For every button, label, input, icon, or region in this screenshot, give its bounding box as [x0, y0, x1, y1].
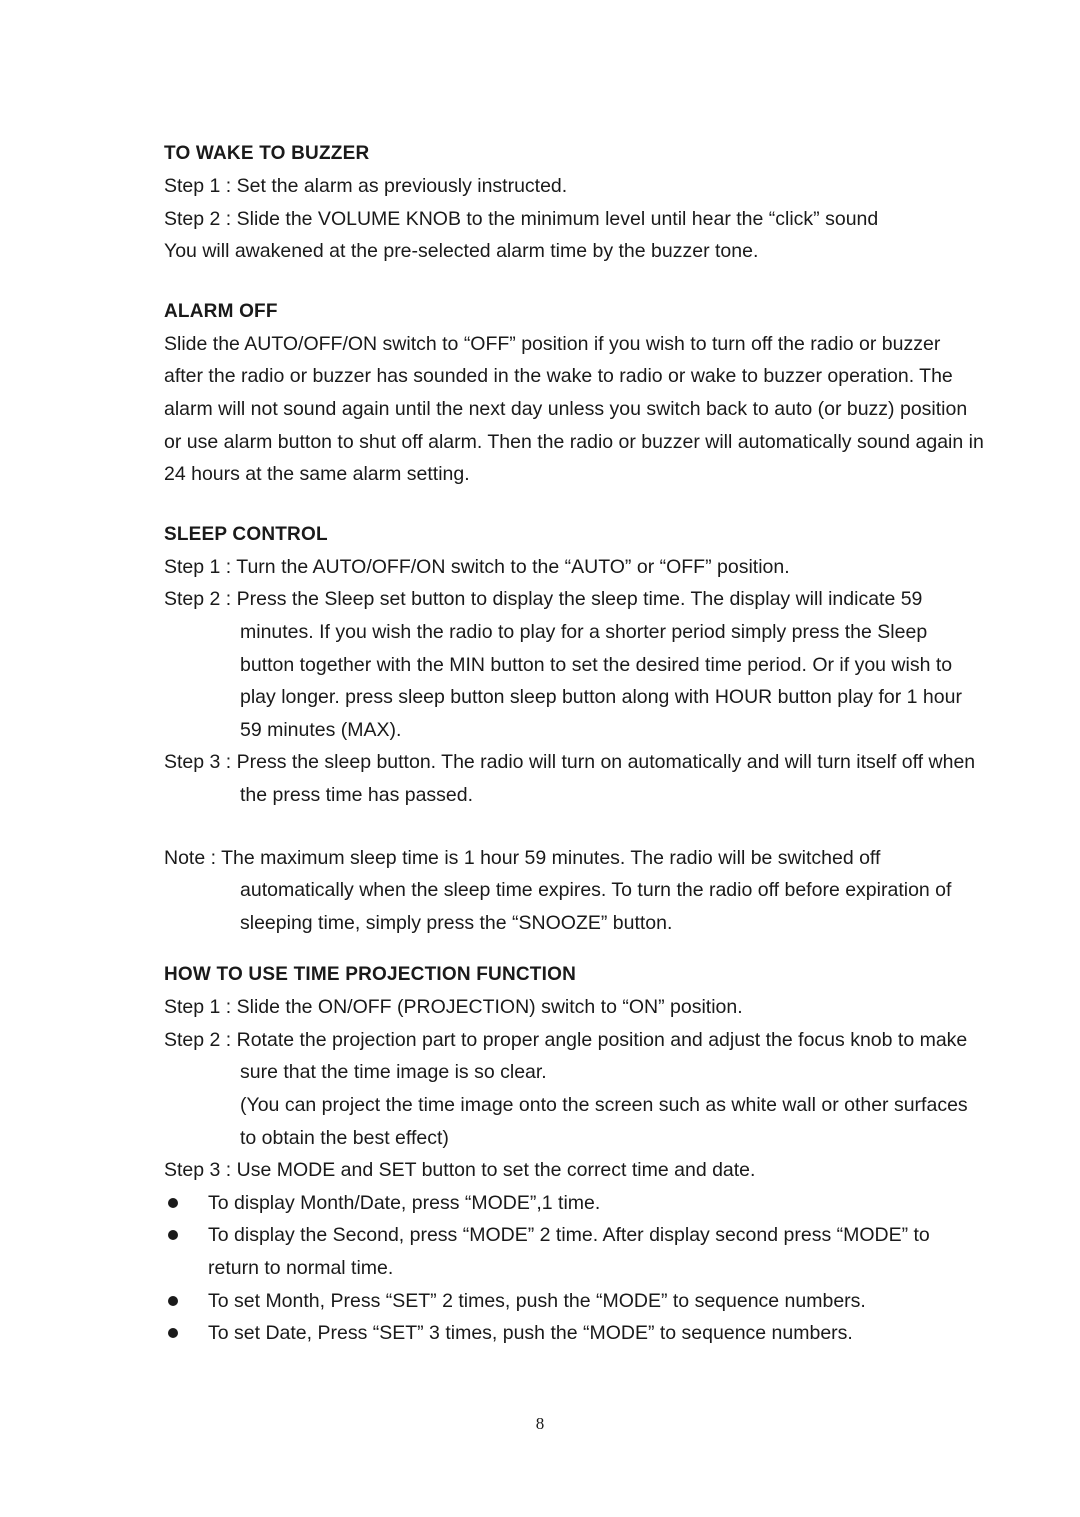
section-sleep-control — [164, 519, 984, 940]
bullet-icon — [168, 1296, 178, 1306]
section-time-projection — [164, 959, 984, 1350]
bullet-text: To set Month, Press “SET” 2 times, push the “MODE” to sequence numbers. — [208, 1289, 866, 1312]
projection-step-1: Step 1 : Slide the ON/OFF (PROJECTION) switch to “ON” position. — [164, 996, 743, 1019]
alarm-off-text: Slide the AUTO/OFF/ON switch to “OFF” position if you wish to turn off the radio or buzzer after the radio or buzzer has sounded in the wake to radio or wake to buzzer operation. The alarm will not sound again until the next day unless you switch back to auto (or buzz) position or use alarm button to shut off alarm. Then the radio or buzzer will automatically sound again in 24 hours at the same alarm setting. — [164, 332, 984, 486]
projection-bullet — [164, 1219, 984, 1284]
projection-bullet — [164, 1317, 984, 1350]
sleep-note: Note : The maximum sleep time is 1 hour 59 minutes. The radio will be switched off automatically when the sleep time expires. To turn the radio off before expiration of sleeping time, simply press the “SNOOZE” button. — [164, 846, 952, 934]
wake-buzzer-result: You will awakened at the pre-selected alarm time by the buzzer tone. — [164, 240, 759, 263]
heading-sleep-control: SLEEP CONTROL — [164, 523, 328, 545]
bullet-text: To display the Second, press “MODE” 2 time. After display second press “MODE” to return to normal time. — [208, 1224, 930, 1280]
projection-step-2-note: (You can project the time image onto the screen such as white wall or other surfaces to obtain the best effect) — [240, 1094, 968, 1149]
projection-bullet — [164, 1285, 984, 1318]
bullet-icon — [168, 1230, 178, 1240]
wake-buzzer-step-1: Step 1 : Set the alarm as previously instructed. — [164, 175, 568, 197]
page-content — [164, 138, 984, 1350]
projection-step-2: Step 2 : Rotate the projection part to proper angle position and adjust the focus knob to make sure that the time image is so clear. — [164, 1028, 968, 1084]
heading-wake-to-buzzer: TO WAKE TO BUZZER — [164, 143, 370, 164]
bullet-icon — [168, 1198, 178, 1208]
page-number: 8 — [535, 1414, 545, 1433]
sleep-step-3: Step 3 : Press the sleep button. The radio will turn on automatically and will turn itself off when the press time has passed. — [164, 751, 976, 806]
section-alarm-off — [164, 296, 984, 491]
heading-time-projection: HOW TO USE TIME PROJECTION FUNCTION — [164, 964, 576, 986]
section-wake-to-buzzer — [164, 138, 984, 268]
sleep-step-2: Step 2 : Press the Sleep set button to display the sleep time. The display will indicate 59 minutes. If you wish the radio to play for a shorter period simply press the Sleep button together with the MIN button to set the desired time period. Or if you wish to play longer. press sleep button sleep button along with HOUR button play for 1 hour 59 minutes (MAX). — [164, 588, 962, 741]
bullet-icon — [168, 1328, 178, 1338]
bullet-text: To set Date, Press “SET” 3 times, push the “MODE” to sequence numbers. — [208, 1322, 853, 1345]
bullet-text: To display Month/Date, press “MODE”,1 time. — [208, 1191, 601, 1214]
projection-bullet — [164, 1187, 984, 1220]
sleep-step-1: Step 1 : Turn the AUTO/OFF/ON switch to the “AUTO” or “OFF” position. — [164, 555, 790, 578]
heading-alarm-off: ALARM OFF — [164, 300, 278, 322]
projection-step-3: Step 3 : Use MODE and SET button to set the correct time and date. — [164, 1159, 756, 1182]
wake-buzzer-step-2: Step 2 : Slide the VOLUME KNOB to the minimum level until hear the “click” sound — [164, 207, 879, 230]
